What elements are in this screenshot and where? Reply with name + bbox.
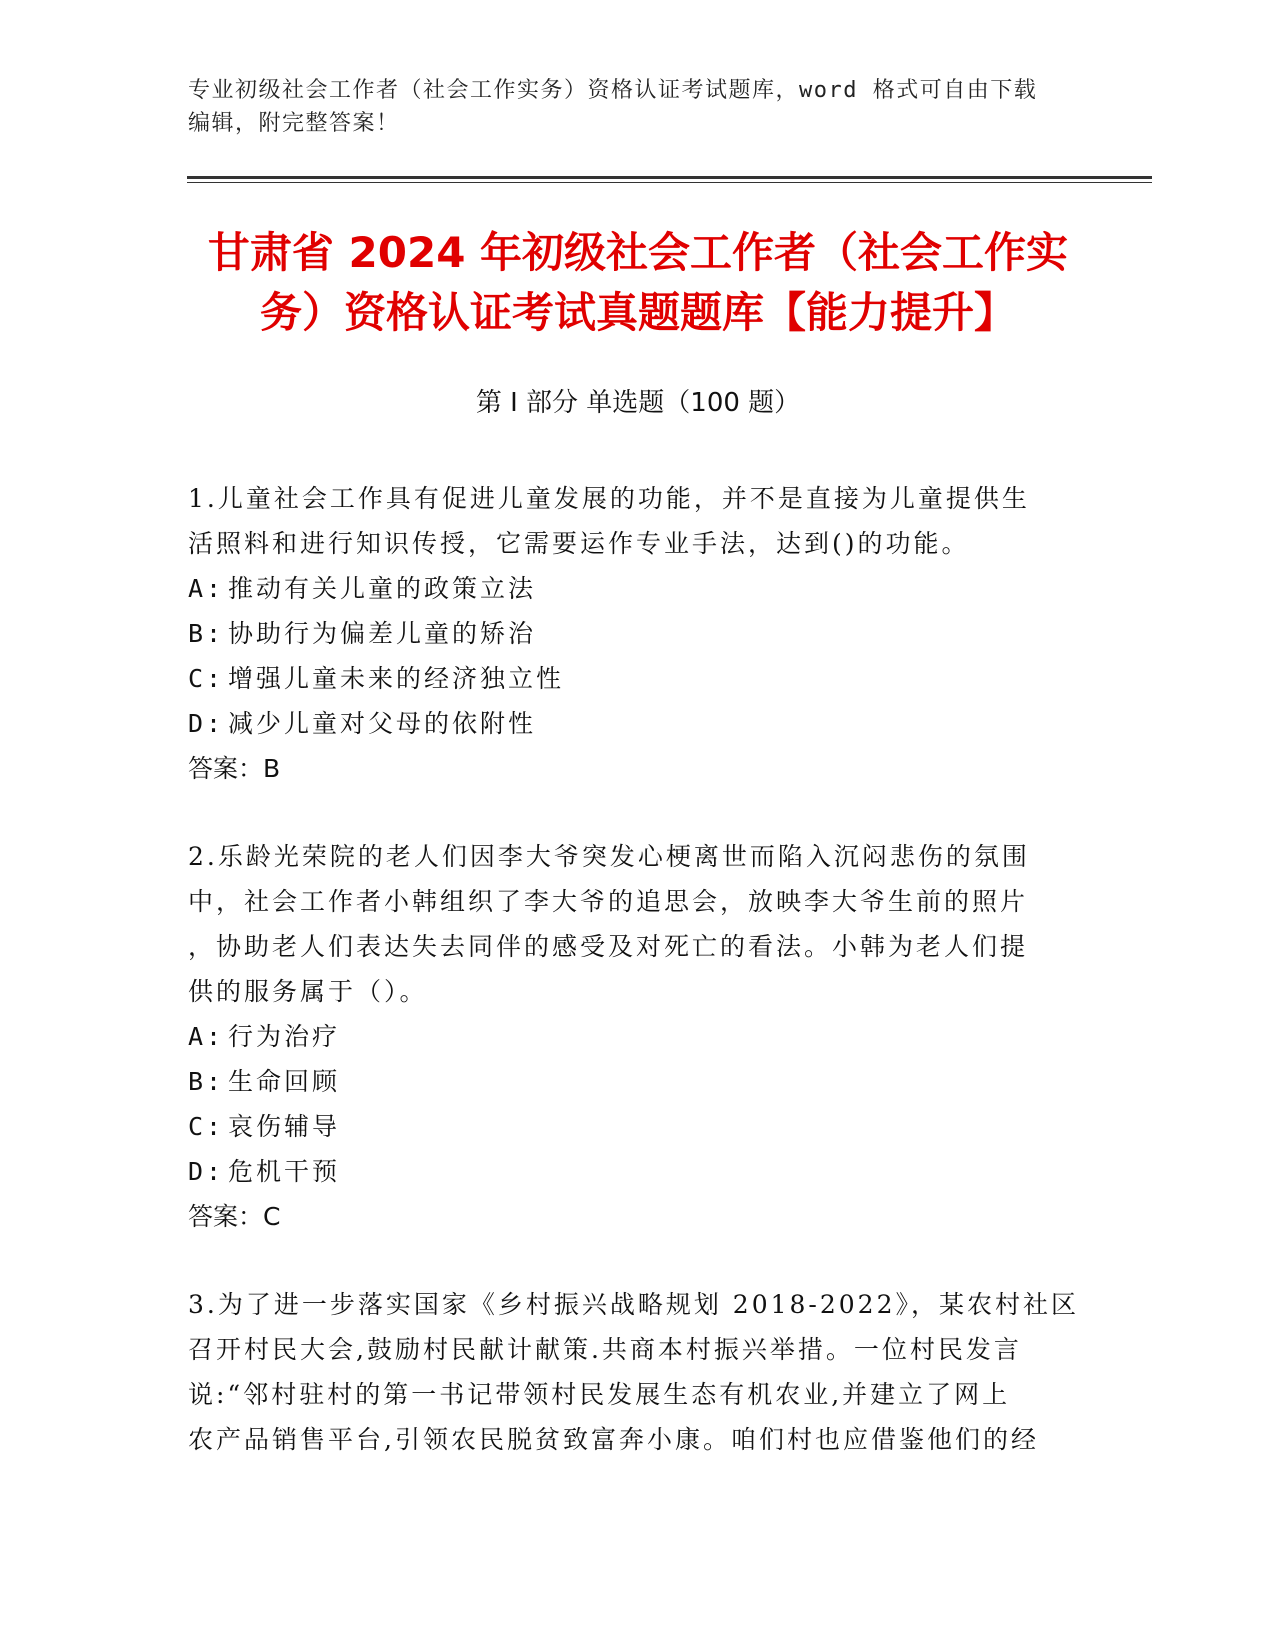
option-text: 行为治疗: [228, 1022, 341, 1051]
option-b: [188, 611, 1088, 656]
question-stem-line: 农产品销售平台,引领农民脱贫致富奔小康。咱们村也应借鉴他们的经: [188, 1425, 1039, 1454]
question-stem-line: 3.为了进一步落实国家《乡村振兴战略规划 2018-2022》，某农村社区: [188, 1290, 1079, 1319]
option-c: [188, 1104, 1088, 1149]
option-letter: B:: [188, 1067, 225, 1096]
document-title: [188, 223, 1088, 343]
option-text: 推动有关儿童的政策立法: [228, 574, 537, 603]
question-1: [188, 476, 1088, 791]
question-stem-line: 召开村民大会,鼓励村民献计献策.共商本村振兴举措。一位村民发言: [188, 1335, 1022, 1364]
header-note-line-2: 编辑，附完整答案！: [188, 111, 400, 136]
header-note: [188, 74, 1088, 140]
question-stem-line: 2.乐龄光荣院的老人们因李大爷突发心梗离世而陷入沉闷悲伤的氛围: [188, 842, 1030, 871]
option-a: [188, 566, 1088, 611]
option-letter: A:: [188, 574, 225, 603]
header-rule-thick: [187, 176, 1152, 179]
question-list: [188, 476, 1088, 1505]
option-b: [188, 1059, 1088, 1104]
option-letter: D:: [188, 709, 225, 738]
option-c: [188, 656, 1088, 701]
option-letter: D:: [188, 1157, 225, 1186]
option-text: 生命回顾: [228, 1067, 341, 1096]
header-note-line-1: 专业初级社会工作者（社会工作实务）资格认证考试题库，word 格式可自由下载: [188, 78, 1038, 103]
question-stem-line: 1.儿童社会工作具有促进儿童发展的功能，并不是直接为儿童提供生: [188, 484, 1030, 513]
option-letter: A:: [188, 1022, 225, 1051]
option-letter: C:: [188, 664, 225, 693]
option-text: 协助行为偏差儿童的矫治: [228, 619, 537, 648]
document-title-line-1: 甘肃省 2024 年初级社会工作者（社会工作实: [207, 228, 1069, 277]
option-text: 危机干预: [228, 1157, 341, 1186]
question-stem-line: 说:“邻村驻村的第一书记带领村民发展生态有机农业,并建立了网上: [188, 1380, 1011, 1409]
question-stem-line: 中，社会工作者小韩组织了李大爷的追思会，放映李大爷生前的照片: [188, 887, 1029, 916]
option-letter: B:: [188, 619, 225, 648]
option-d: [188, 701, 1088, 746]
section-title: 第 I 部分 单选题（100 题）: [475, 388, 801, 418]
option-text: 哀伤辅导: [228, 1112, 341, 1141]
document-title-line-2: 务）资格认证考试真题题库【能力提升】: [259, 288, 1016, 337]
question-stem-line: 供的服务属于（）。: [188, 977, 428, 1006]
option-text: 增强儿童未来的经济独立性: [228, 664, 565, 693]
question-stem-line: ，协助老人们表达失去同伴的感受及对死亡的看法。小韩为老人们提: [188, 932, 1029, 961]
option-text: 减少儿童对父母的依附性: [228, 709, 537, 738]
question-3: [188, 1282, 1088, 1462]
question-2: [188, 834, 1088, 1239]
answer-key: 答案：B: [188, 754, 281, 783]
option-a: [188, 1014, 1088, 1059]
question-stem-line: 活照料和进行知识传授，它需要运作专业手法，达到()的功能。: [188, 529, 970, 558]
answer-key: 答案：C: [188, 1202, 281, 1231]
option-letter: C:: [188, 1112, 225, 1141]
option-d: [188, 1149, 1088, 1194]
header-rule-thin: [187, 182, 1152, 183]
